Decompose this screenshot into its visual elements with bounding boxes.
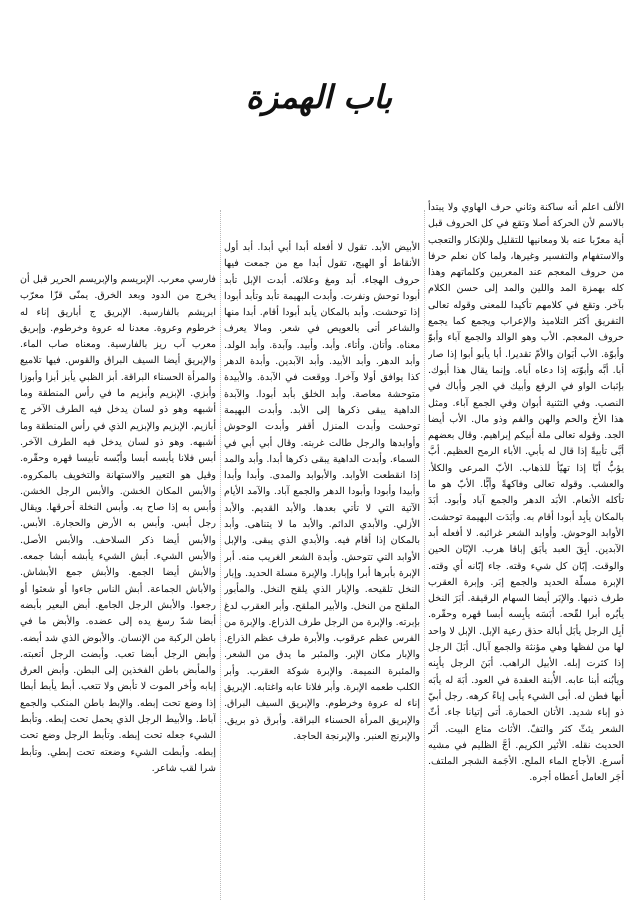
text-column-middle — [224, 240, 420, 905]
chapter-heading: باب الهمزة — [245, 78, 393, 116]
column-middle-text: الأبيض الأبد. تقول لا أفعله أبدا أبي أبدا. أبد أول الأنقاط أو الهيج، تقول أبدا مع من جمعت فيها حروف الهجاء. أبد ومغ وعلائه. أبدت الإبل تأبد أبودا توحش ونفرت. وأبدت البهيمة تأبد وتأبد أبودا إذا توحشت. وأبد بالمكان يأبد أبودا أقام. أبدا منها والشاعر أتى بالعويص في شعر. ومالا يعرف معناه. وأتان. وأتاء. وأبد. وأبيد. وآبدة. وأبد الولد. وأبد الدهر. وأبد الأبيد. وأبد الآبدين. وأبدة الدهر كذا يوافق أولا وآخرا. ووقعت في الآبدة. والأبيدة متوحشة معاصة. وأبد الخلق بأبد أبودا. والآبدة الداهية يبقى ذكرها إلى الأبد. وأبدت البهيمة توحشت وأبدت المنزل أقفر وأبدت الوحوش وأوابدها والرجل طالت غربته. وقال أبي أبي في السماء. وأبدت الداهية يبقى ذكرها أبدا. وأبد والمد إذا انقطعت الأوابد. والأبوابد والمدى. وأبدا وأبدا وأبيدا وأبودا وأبودا الدهر والجمع آباد. والآمد الأيام الآتية التي لا تأتي بعدها. والأبد القديم. والأبد الأزلي. والأبدي الدائم. والأبد ما لا يتناهى. وأبد بالمكان إذا أقام فيه. والأبدي الذي يبقى. والإبل الأوابد التي تتوحش. وأبدة الشعر الغريب منه. أبر الإبرة بأبرها أبرا وإبارا. والإبرة مسلة الحديد. وإبار النخل تلقيحه. والإبار الذي يلقح النخل. والمأبور الملقح من النخل. والأبير الملقح. وأبر العقرب لدغ بإبرته. والإبرة من الرجل طرف الذراع. والإبرة من الفرس عظم عرقوب. والأبرة طرف عظم الذراع. والإبار مكان الإبر. والمئبر ما يدق من الشعر. والمئبرة النميمة. والإبرة شوكة العقرب. وأبر الكلب طعمه الإبرة. وأبر فلانا عابه واغتابه. الإبريق إناء له عروة وخرطوم. والإبريق السيف البراق. والإبريق المرأة الحسناء البراقة. وأبرق ذو بريق. والإبرنج العنبر. والإبرنجة الحاجة. — [224, 242, 420, 742]
text-column-right — [428, 200, 624, 905]
column-divider-left — [220, 210, 221, 900]
column-left-text: فارسي معرب. الإبريسم والإبريسم الحرير قبل أن يخرج من الدود وبعد الخرق. يمنّى قزّا معرّب ابريشم بالفارسية. الإبريق ج أباريق إناء له خرطوم وعروة. معدنا له عروة وخرطوم. وإبريق معرب آب ريز بالفارسية. ومعناه صاب الماء. والإبريق أيضا السيف البراق والقوس. فيها تلاميع والمرأة الحسناء البراقة. أبز الظبي يأبز أبزا وأبوزا وأبزي. الإبزيم وأبزيم ما في رأس المنطقة وما أشبهه وهو ذو لسان يدخل فيه الطرف الآخر ج أبازيم. الإبزيم والإبزيم الذي في رأس المنطقة وما أشبهه. وهو ذو لسان يدخل فيه الطرف الآخر. أبس فلانا يأبسه أبسا وأبّسه تأبيسا قهره وحقّره. وقيل هو التعيير والاستهانة والتخويف بالمكروه. والأبس المكان الخشن. والأبس الرجل الخشن. وأبس به إذا صاح به. وأبس النخلة أحرقها. ويقال رجل أبس. وأبس به الأرض والحجارة. الأبس. والأبس أيضا ذكر السلاحف. والأبس الأصل. والأبس الشيء. أبش الشيء يأبشه أبشا جمعه. والأبش أيضا الجمع. والأبش جمع الأبشاش. والأباش الجماعة. أبش الناس جاءوا أو شعثوا أو رجعوا. والأبش الرجل الجامع. أبض البعير بأبضه أبضا شدّ رسغ يده إلى عضده. والأبض ما في باطن الركبة من الإنسان. والأبوض الذي شد أبضه. وأبض الرجل أبضا تعب. وأبضت الرجل أتعبته. والمأبض باطن الفخذين إلى البطن. وأبض العرق إبابه وأخر الموت لا تأبض ولا تتعب. أبط يأبط أبطا إذا وضع تحت إبطه. والإبط باطن المنكب والجمع آباط. والأبيط الرجل الذي يحمل تحت إبطه. وتأبط الشيء جعله تحت إبطه. وتأبط الرجل وضع تحت إبطه. وأبطت الشيء وضعته تحت إبطي. وتأبط شرا لقب شاعر. — [20, 274, 216, 774]
column-divider-right — [424, 210, 425, 900]
text-column-left — [20, 272, 216, 905]
column-right-text: الألف اعلم أنه ساكنة وثاني حرف الهاوي ولا يبتدأ بالاسم لأن الحركة أصلا وتقع في كل الحروف قبل أية معرّبا عنه بلا ومعانيها للتقليل وللإنكار والتعجب والاستفهام والتفسير وغيرها، ولما كان نعلم حرفا من حروف المعجم عند المعربين وكلماتهم وهذا كله بهمزة المد واللين والمد إلى حسن الكلام بآخر. وتقع في كلامهم تأكيدا للمعنى وقوله تعالى التفريق أكثر التلاميذ والإعراب ويجمع كما يجمع حروف المعجم. الأب وهو الوالد والجمع آباء وأبوّ وأبوّة. الأب أبَوان والأمّ تقديرا. أبا يأبو أبوا إذا صار أبا. أبَّه وأبوّته إذا دعاه أباه. وإنما يقال هذا أبوك. بإثبات الواو في الرفع وأبيك في الجر وأباك في النصب. وفي التثنية أبوان وفي الجمع آباء. ومثل هذا الأخ والحم والهن والفم وذو مال. الأب أيضا الجد. وقوله تعالى ملة أبيكم إبراهيم. وقال بعضهم أبَّى تأبيةً إذا قال له بأبي. الأباء الرمح العظيم. أبَّ يؤبُّ أبّا إذا تهيّأ للذهاب. الأبّ المرعى والكلأ. والعشب. وقوله تعالى وفاكهةً وأبًّا. الأبّ هو ما تأكله الأنعام. الأبَد الدهر والجمع آباد وأبود. أبَدَ بالمكان يأبِد أبودا أقام به. وأبَدَت البهيمة توحشت. الأوابد الوحوش. وأوابد الشعر غرائبه. لا أفعله أبد الآبدين. أبِقَ العبد يأبَق إباقا هرب. الإبّان الحين والوقت. إبّان كل شيء وقته. جاء إبّانه أي وقته. الإبرة مسلّة الحديد والجمع إبَر. وإبرة العقرب طرف ذنبها. والإبَر أيضا السهام الرقيقة. أبَرَ النخل يأبُره أبرا لقّحه. أبَسَه يأبِسه أبسا قهره وحقّره. أبِل الرجل يأبَل أبالة حذق رعية الإبل. الإبل لا واحد لها من لفظها وهي مؤنثة والجمع آبال. أبَلَ الرجل إذا كثرت إبله. الأبيل الراهب. أبَنَ الرجل يأبِنه ويأبُنه أبنا عابه. الأُبنة العقدة في العود. أبَهَ له يأبَه أبها فطن له. أبى الشيء يأبى إباءً كرهه. رجل أبيّ ذو إباء شديد. الأتان الحمارة. أتى إتيانا جاء. أثّ الشعر يئثّ كثر والتفّ. الأثاث متاع البيت. أثَر الحديث نقله. الأثير الكريم. أجَّ الظليم في مشيه أسرع. الأجاج الماء الملح. الأجَمة الشجر الملتف. أجَر العامل أعطاه أجره. — [428, 202, 624, 784]
